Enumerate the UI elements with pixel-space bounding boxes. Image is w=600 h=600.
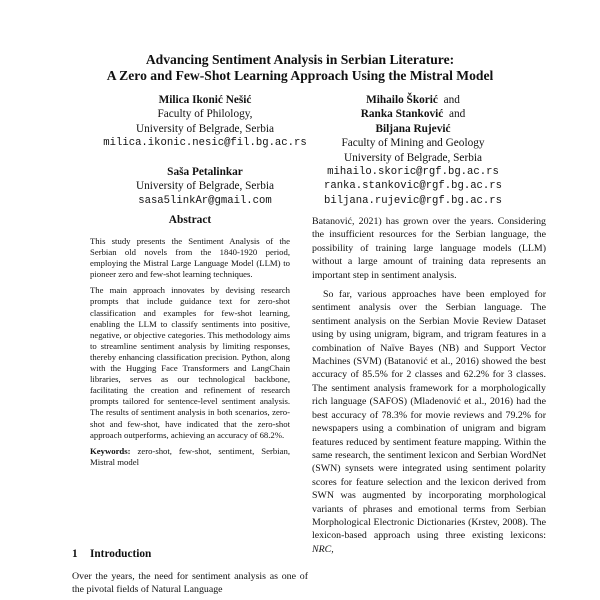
abstract-paragraph: This study presents the Sentiment Analysis of the Serbian old novels from the 1840-1920 period, employing the Mistral Large Language Model (LLM) to pioneer zero and few-shot learning techniques. (90, 236, 290, 280)
author-name: Saša Petalinkar (167, 166, 243, 178)
intro-paragraph: Over the years, the need for sentiment analysis as one of the pivotal fields of Natural Language (72, 571, 308, 595)
author-conjunction: and (448, 108, 466, 121)
abstract-paragraph: The main approach innovates by devising research prompts that include guidance text for zero-shot classification and examples for few-shot learning, enabling the LLM to classify sentiments into positive, negative, or objective categories. This methodology aims to streamline sentiment analysis by limiting responses, thereby enhancing classification precision. Python, along with the Hugging Face Transformers and LangChain libraries, serves as our technological backbone, facilitating the creation and refinement of research prompts tailored for sentence-level sentiment analysis. The results of sentiment analysis in both scenarios, zero-shot and few-shot, have indicated that the zero-shot approach outperforms, achieving an accuracy of 68.2%. (90, 285, 290, 440)
paper-title (0, 52, 600, 84)
author-name: Biljana Rujević (375, 122, 451, 135)
author-email[interactable]: ranka.stankovic@rgf.bg.ac.rs (323, 180, 502, 193)
author-name: Milica Ikonić Nešić (158, 94, 252, 106)
body-text-italic: NRC, (312, 543, 334, 555)
author-affiliation: Faculty of Philology, (157, 108, 253, 121)
section-title: Introduction (90, 548, 152, 560)
author-affiliation: University of Belgrade, Serbia (343, 151, 483, 164)
author-email[interactable]: biljana.rujevic@rgf.bg.ac.rs (323, 194, 502, 207)
section-heading-introduction (72, 548, 151, 560)
paper-title-line-2: A Zero and Few-Shot Learning Approach Using the Mistral Model (106, 68, 494, 83)
author-affiliation: Faculty of Mining and Geology (341, 137, 485, 150)
abstract-heading: Abstract (168, 214, 212, 226)
body-text: So far, various approaches have been employed for sentiment analysis over the Serbian language. The sentiment analysis on the Serbian Movie Review Dataset using by using unigram, bigram, and trigram features in a combination of Naïve Bayes (NB) and Support Vector Machines (SVM) (Batanović et al., 2016) showed the best accuracy of 85.5% for 2 classes and 62.2% for 3 classes. The sentiment analysis framework for a morphologically rich language (SAFOS) (Mladenović et al., 2016) had the best accuracy of 78.3% for movie reviews and 79.2% for newspapers using a combination of unigram and bigram features reduced by sentiment feature mapping. Within the same research, the sentiment lexicon and Serbian WordNet (SWN) synsets were integrated using sentiment polarity scores for feature selection and the lexicon derived from SWN was augmented by incorporating morphological variants of phrases and emotional terms from Serbian Morphological Electronic Dictionaries (Krstev, 2008). The lexicon-based approach using three existing lexicons: (312, 289, 546, 542)
body-paragraph: Batanović, 2021) has grown over the years. Considering the insufficient resources for the Serbian language, the possibility of training large language models (LLM) without a large amount of training data represents an important step in sentiment analysis. (312, 216, 546, 281)
author-affiliation: University of Belgrade, Serbia (135, 180, 275, 193)
author-conjunction: and (443, 94, 460, 106)
author-name: Ranka Stanković (360, 108, 444, 121)
author-name: Mihailo Škorić (366, 94, 438, 106)
keywords-label: Keywords: (90, 445, 131, 456)
paper-title-line-1: Advancing Sentiment Analysis in Serbian Literature: (145, 52, 455, 67)
author-affiliation: University of Belgrade, Serbia (135, 122, 275, 135)
keywords (90, 446, 290, 468)
body-paragraph (312, 288, 546, 556)
abstract-body (90, 236, 290, 473)
section-number: 1 (72, 548, 78, 560)
author-email[interactable]: mihailo.skoric@rgf.bg.ac.rs (327, 166, 499, 179)
keywords-list: zero-shot, few-shot, sentiment, Serbian, Mistral model (90, 445, 290, 467)
author-email[interactable]: milica.ikonic.nesic@fil.bg.ac.rs (103, 137, 307, 150)
author-block-3 (80, 165, 330, 208)
right-column-body (312, 215, 546, 562)
author-email[interactable]: sasa5linkAr@gmail.com (138, 194, 272, 207)
